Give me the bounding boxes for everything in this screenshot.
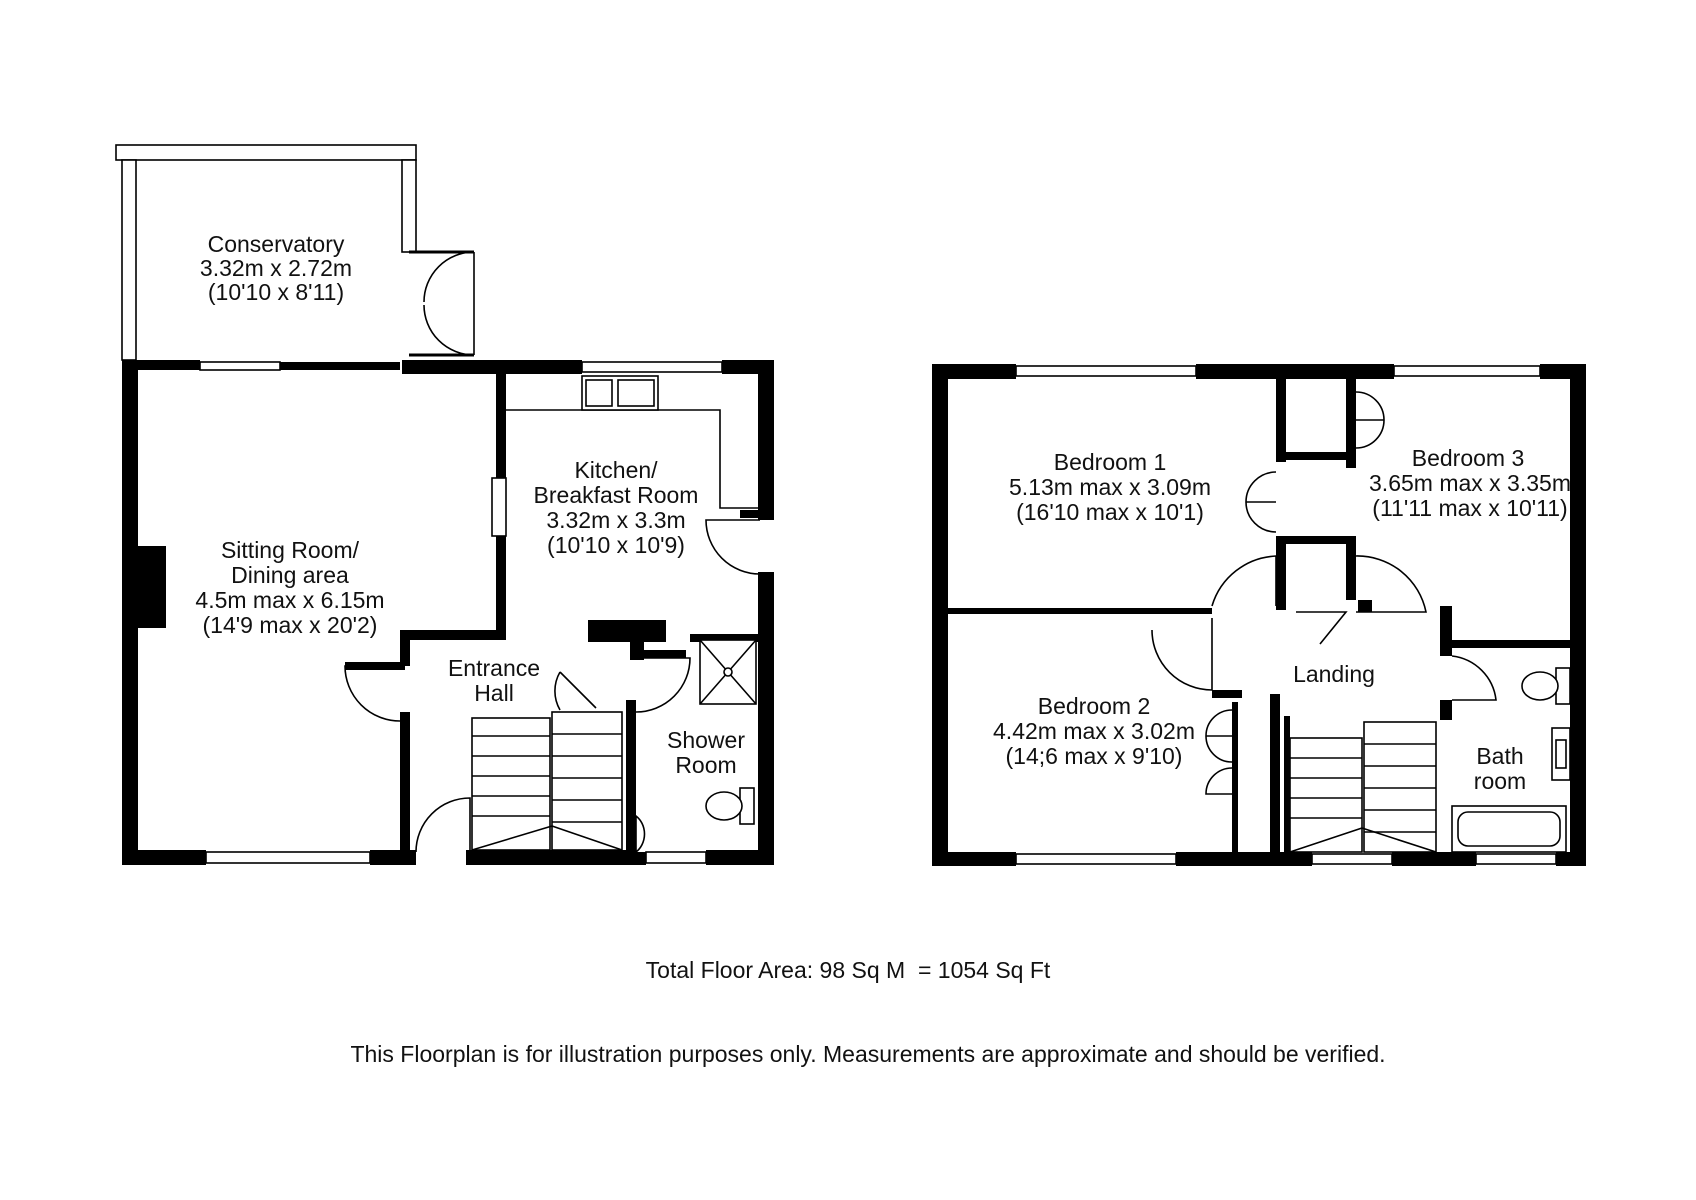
wardrobe-doors-bed1 xyxy=(1246,472,1276,532)
first-west-wall xyxy=(932,364,948,866)
wall-bed2-landing-upper xyxy=(1212,690,1242,698)
kitchen-dims-ft: (10'10 x 10'9) xyxy=(547,532,685,558)
wall-bed1-cupboard xyxy=(1276,378,1286,462)
wall-bed2-cupboard xyxy=(1232,702,1238,852)
kitchen-dims-m: 3.32m x 3.3m xyxy=(546,507,686,533)
bathroom-window xyxy=(1476,854,1556,864)
ground-floor xyxy=(116,145,774,865)
cupboard-divider-1 xyxy=(1276,452,1346,460)
shower-room-basin xyxy=(636,816,645,852)
first-stairs xyxy=(1290,722,1436,852)
conservatory-dims-ft: (10'10 x 8'11) xyxy=(207,279,345,305)
shower-room-toilet xyxy=(706,788,754,824)
bedroom1-dims-ft: (16'10 max x 10'1) xyxy=(1016,499,1204,525)
bedroom3-dims-m: 3.65m max x 3.35m xyxy=(1369,470,1571,496)
ground-stairs xyxy=(472,712,622,850)
wall-bed3-bath xyxy=(1452,640,1572,648)
wall-bed2-landing xyxy=(1270,694,1280,852)
shower-room-door xyxy=(636,658,690,712)
wall-kitchen-door-stub xyxy=(740,510,760,518)
wall-shower-north-3 xyxy=(636,650,686,658)
total-floor-area: Total Floor Area: 98 Sq M = 1054 Sq Ft xyxy=(645,957,1051,983)
kitchen-name-line2: Breakfast Room xyxy=(533,482,699,508)
bathroom-door xyxy=(1452,656,1496,700)
bedroom1-door xyxy=(1212,556,1276,606)
bathroom-toilet xyxy=(1522,668,1570,704)
bedroom2-door xyxy=(1152,618,1212,690)
kitchen-name-line1: Kitchen/ xyxy=(574,457,658,483)
landing-window xyxy=(1312,854,1392,864)
ground-east-wall-upper xyxy=(758,360,774,520)
conservatory-top-frame xyxy=(116,145,416,160)
cupboard-door xyxy=(555,672,596,710)
airing-cupboard-door xyxy=(1296,612,1346,644)
shower-room-name-line2: Room xyxy=(675,752,737,778)
wardrobe-doors-bed2 xyxy=(1206,710,1232,794)
bedroom2-dims-m: 4.42m max x 3.02m xyxy=(993,718,1195,744)
entrance-hall-name-line1: Entrance xyxy=(447,655,541,681)
landing-name: Landing xyxy=(1293,661,1375,687)
first-floor xyxy=(932,364,1586,866)
bathroom-name-line2: room xyxy=(1473,768,1527,794)
ground-north-wall-left xyxy=(122,360,200,370)
first-south-wall-mid xyxy=(1176,852,1312,866)
kitchen-window-north xyxy=(582,362,722,372)
bedroom2-dims-ft: (14;6 max x 9'10) xyxy=(1005,743,1183,769)
conservatory-name: Conservatory xyxy=(207,231,345,257)
bathroom-basin xyxy=(1552,728,1570,780)
wall-landing-bath-lower xyxy=(1440,700,1452,720)
bedroom1-name: Bedroom 1 xyxy=(1053,449,1167,475)
sitting-room-name-line1: Sitting Room/ xyxy=(220,537,360,563)
wall-shower-north-1 xyxy=(588,620,666,642)
bedroom3-name: Bedroom 3 xyxy=(1411,445,1525,471)
ground-north-wall-mid xyxy=(280,362,400,370)
wardrobe-doors-bed3 xyxy=(1356,392,1384,448)
fireplace xyxy=(138,546,166,628)
bedroom1-window xyxy=(1016,366,1196,376)
ground-south-wall-mid xyxy=(370,850,416,865)
sitting-room-name-line2: Dining area xyxy=(231,562,349,588)
ground-north-wall-right xyxy=(402,360,582,374)
conservatory-left-frame xyxy=(122,160,136,360)
conservatory-right-frame xyxy=(402,160,416,252)
conservatory-french-door-upper xyxy=(424,252,474,302)
wall-sitting-kitchen-lower xyxy=(496,536,506,640)
ground-south-wall-hall xyxy=(466,850,626,865)
kitchen-sink-bowl xyxy=(586,380,612,406)
front-door xyxy=(416,798,470,852)
first-south-wall-left xyxy=(932,852,1016,866)
cupboard-east-wall xyxy=(1346,536,1356,600)
wall-hall-north xyxy=(406,630,506,640)
first-south-wall-right xyxy=(1556,852,1586,866)
shower-room-name-line1: Shower xyxy=(667,727,745,753)
ground-south-wall-right xyxy=(706,850,774,865)
first-east-wall xyxy=(1570,364,1586,866)
kitchen-window-west xyxy=(492,478,506,536)
sitting-room-window-south xyxy=(206,852,370,863)
sitting-room-dims-m: 4.5m max x 6.15m xyxy=(195,587,385,613)
bath-tub xyxy=(1452,806,1566,852)
ground-south-wall-left xyxy=(122,850,206,865)
wall-sitting-kitchen xyxy=(496,370,506,478)
first-north-wall-mid xyxy=(1196,364,1394,379)
shower-room-window-south xyxy=(646,852,706,863)
sitting-room-dims-ft: (14'9 max x 20'2) xyxy=(202,612,378,638)
wall-shower-west xyxy=(626,700,636,860)
wall-landing-bath xyxy=(1440,606,1452,656)
bedroom2-name: Bedroom 2 xyxy=(1037,693,1151,719)
wall-bed1-bed2 xyxy=(948,608,1212,614)
wall-hall-west-lower xyxy=(400,712,410,852)
conservatory-dims-m: 3.32m x 2.72m xyxy=(199,255,353,281)
bedroom1-dims-m: 5.13m max x 3.09m xyxy=(1009,474,1211,500)
disclaimer: This Floorplan is for illustration purposes only. Measurements are approximate and should be verified. xyxy=(350,1041,1386,1067)
kitchen-sink-drainer xyxy=(618,380,654,406)
bedroom3-window xyxy=(1394,366,1540,376)
bedroom2-window xyxy=(1016,854,1176,864)
wall-landing-stair xyxy=(1284,716,1290,852)
kitchen-door xyxy=(706,520,760,574)
ground-east-wall-lower xyxy=(758,572,774,865)
bedroom3-dims-ft: (11'11 max x 10'11) xyxy=(1372,495,1568,521)
cupboard-divider-2 xyxy=(1276,536,1346,544)
first-south-wall-mid2 xyxy=(1392,852,1476,866)
wall-hall-west-upper xyxy=(400,630,410,666)
cupboard-west-lower xyxy=(1276,536,1286,610)
bathroom-name-line1: Bath xyxy=(1476,743,1524,769)
shower-tray xyxy=(700,640,756,704)
sitting-room-door xyxy=(345,666,400,721)
entrance-hall-name-line2: Hall xyxy=(474,680,514,706)
conservatory-french-door-lower xyxy=(424,305,474,355)
ground-west-wall xyxy=(122,360,138,865)
cupboard-east-wall-upper xyxy=(1346,378,1356,468)
sitting-room-window-north xyxy=(200,362,280,370)
wall-landing-stub xyxy=(1358,600,1372,612)
